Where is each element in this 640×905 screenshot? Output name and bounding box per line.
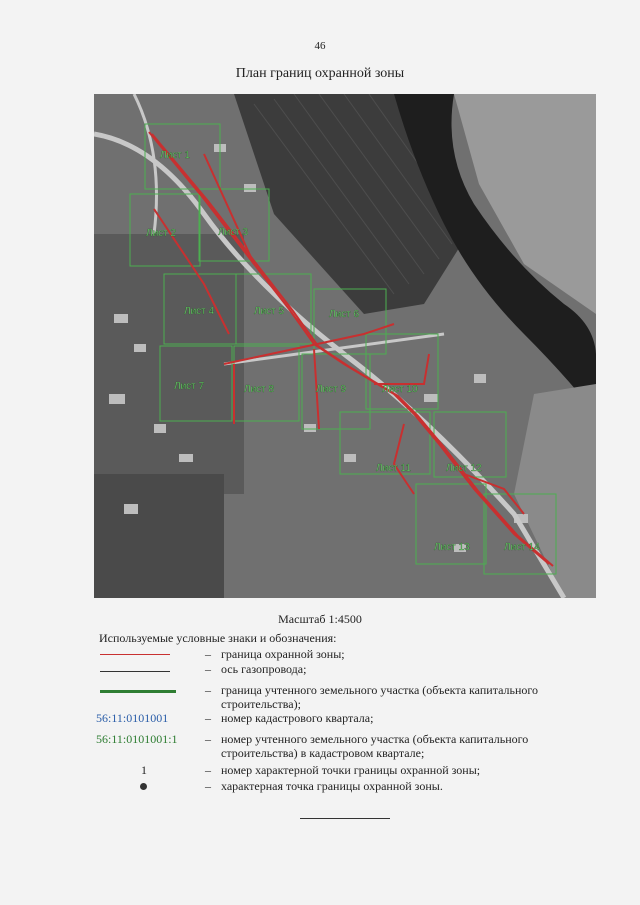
legend-item-parcel-boundary — [96, 683, 576, 711]
red-line-symbol — [100, 654, 170, 655]
legend-dash: – — [205, 763, 211, 777]
sheet-label-1: Лист 1 — [160, 150, 191, 161]
legend-item-quarter-number — [96, 711, 576, 725]
sheet-label-2: Лист 2 — [146, 228, 177, 239]
sheet-label-4: Лист 4 — [184, 306, 215, 317]
legend-item-characteristic-point — [96, 779, 576, 793]
legend-item-pipeline-axis — [96, 662, 576, 676]
page-title: План границ охранной зоны — [235, 66, 405, 81]
legend-dash: – — [205, 683, 211, 697]
footer-rule — [300, 818, 390, 819]
village-area — [94, 234, 244, 494]
legend-text: номер учтенного земельного участка (объекта капитального строительства) в кадастровом квартале; — [221, 732, 529, 760]
legend-dash: – — [205, 779, 211, 793]
legend-dash: – — [205, 711, 211, 725]
legend-text: номер характерной точки границы охранной зоны; — [221, 763, 481, 777]
legend-dash: – — [205, 647, 211, 661]
sheet-label-13: Лист 13 — [434, 542, 470, 553]
point-number-sample: 1 — [141, 763, 147, 777]
sheet-label-11: Лист 11 — [376, 463, 411, 474]
legend-item-protection-zone — [96, 647, 576, 661]
legend-dash: – — [205, 732, 211, 746]
legend-item-point-number — [96, 763, 576, 777]
sheet-label-3: Лист 3 — [218, 227, 249, 238]
sheet-label-9: Лист 9 — [316, 384, 347, 395]
map-canvas — [94, 94, 596, 598]
legend-heading: Используемые условные знаки и обозначения: — [99, 631, 337, 645]
legend-item-parcel-number — [96, 732, 576, 760]
map-scale: Масштаб 1:4500 — [278, 612, 362, 626]
legend-dash: – — [205, 662, 211, 676]
sheet-label-7: Лист 7 — [174, 381, 205, 392]
village-south — [94, 474, 224, 598]
sheet-label-10: Лист 10 — [382, 384, 418, 395]
legend-text: ось газопровода; — [221, 662, 307, 676]
sheet-label-8: Лист 8 — [244, 384, 275, 395]
sheet-label-6: Лист 6 — [329, 309, 360, 320]
sheet-label-12: Лист 12 — [446, 463, 482, 474]
point-dot-icon — [140, 783, 147, 790]
legend-text: граница учтенного земельного участка (объекта капитального строительства); — [221, 683, 539, 711]
green-line-symbol — [100, 690, 176, 693]
sheet-label-14: Лист 14 — [504, 542, 540, 553]
quarter-number-sample: 56:11:0101001 — [96, 711, 169, 725]
legend-text: номер кадастрового квартала; — [221, 711, 374, 725]
sheet-label-5: Лист 5 — [254, 306, 285, 317]
aerial-map[interactable] — [94, 94, 596, 598]
parcel-number-sample: 56:11:0101001:1 — [96, 732, 178, 746]
axis-line-symbol — [100, 671, 170, 672]
legend-text: характерная точка границы охранной зоны. — [221, 779, 443, 793]
page-number: 46 — [314, 40, 326, 52]
legend-text: граница охранной зоны; — [221, 647, 345, 661]
